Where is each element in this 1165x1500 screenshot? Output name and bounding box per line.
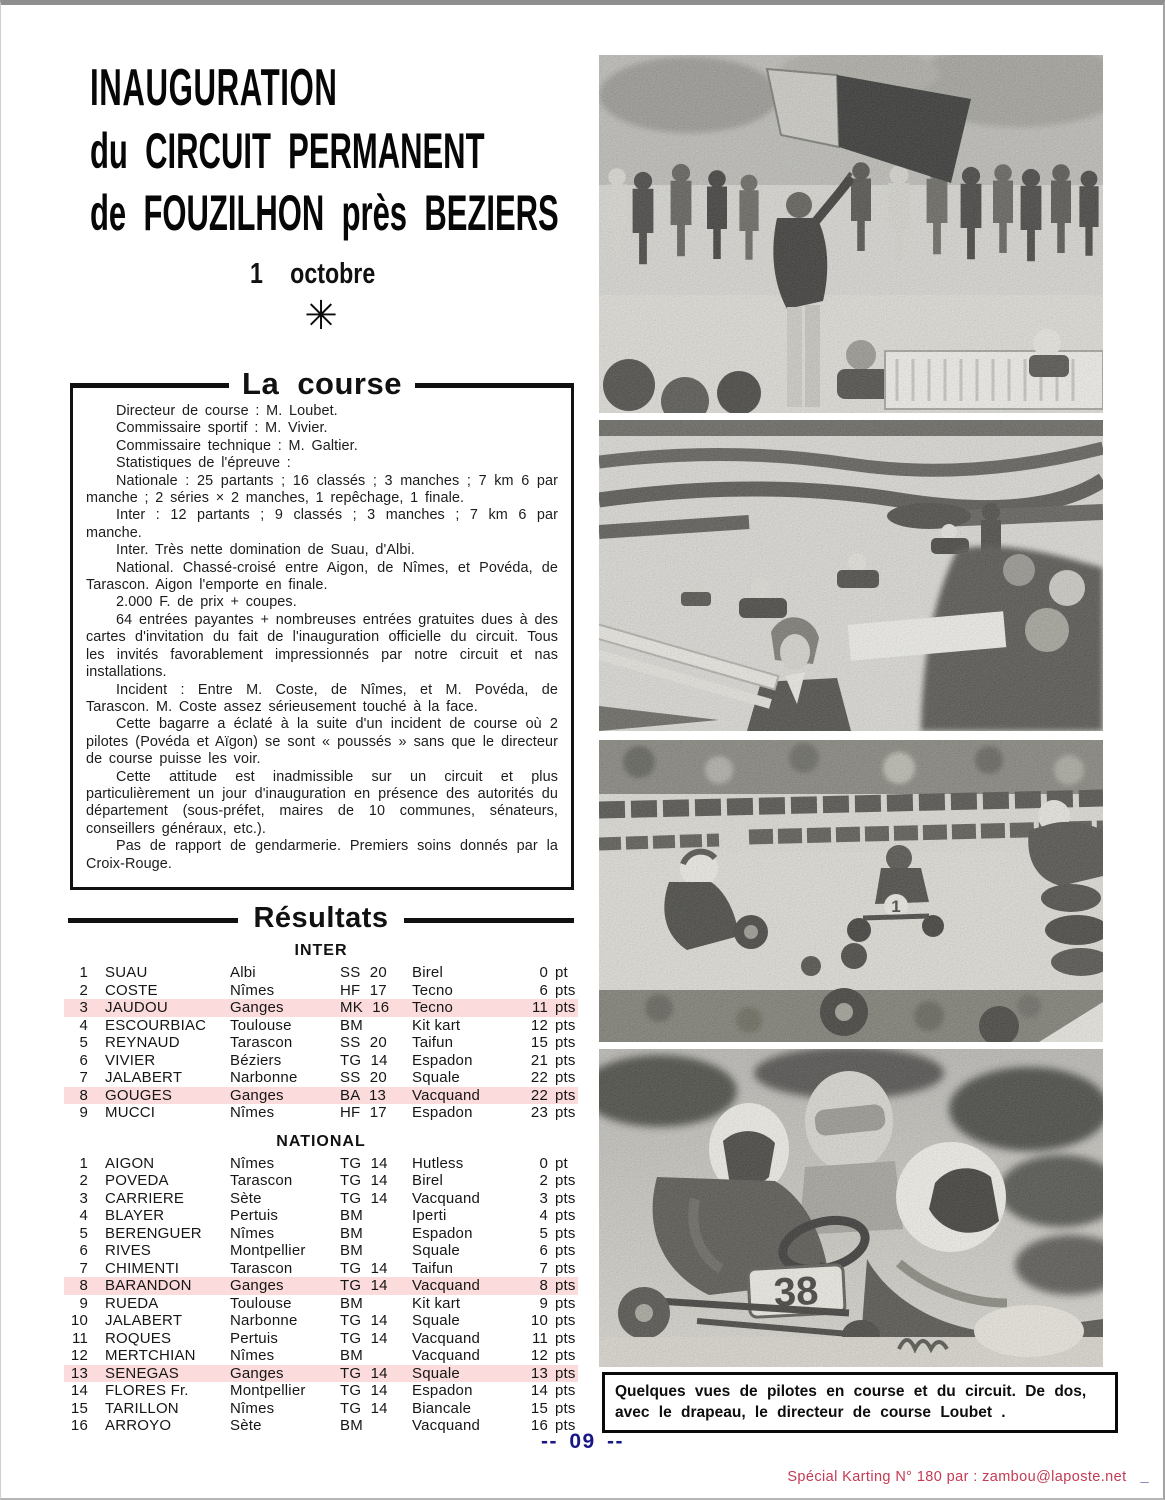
photo-drivers-closeup: [599, 1049, 1103, 1367]
cell-name: BARANDON: [105, 1277, 192, 1294]
cell-engine: TG 14: [340, 1329, 388, 1347]
cell-name: ESCOURBIAC: [105, 1016, 207, 1034]
section-rows: [64, 964, 578, 1122]
cell-unit: pts: [555, 1382, 576, 1399]
cell-engine: TG 14: [340, 1189, 388, 1207]
cell-name: COSTE: [105, 981, 158, 999]
cell-unit: pts: [555, 1399, 576, 1417]
cell-city: Albi: [230, 964, 256, 981]
result-row: [64, 1365, 578, 1383]
caption-line-1: Quelques vues de pilotes en course et du circuit. De dos,: [615, 1383, 1087, 1400]
course-paragraph: 2.000 F. de prix + coupes.: [116, 594, 297, 611]
course-paragraph: 64 entrées payantes + nombreuses entrées gratuites dues à des cartes d'invitation du fait de l'inauguration officielle du circuit. Tous les invités favorablement impressionnés par notre circuit et nas installations.: [86, 611, 558, 681]
cell-points: 11: [532, 999, 548, 1016]
cell-chassis: Squale: [412, 1312, 460, 1329]
cell-points: 0: [539, 1154, 548, 1172]
course-heading: La course: [242, 366, 402, 401]
cell-name: JAUDOU: [105, 999, 168, 1016]
cell-rank: 5: [79, 1224, 88, 1242]
result-row: [64, 1225, 578, 1243]
cell-unit: pts: [555, 1417, 576, 1434]
cell-city: Béziers: [230, 1051, 282, 1069]
course-paragraph: Inter. Très nette domination de Suau, d'Albi.: [116, 542, 415, 559]
cell-chassis: Squale: [412, 1069, 460, 1086]
cell-rank: 9: [79, 1294, 88, 1312]
course-paragraph: Inter : 12 partants ; 9 classés ; 3 manches ; 7 km 6 par manche.: [86, 507, 558, 541]
footer-cursor: _: [1140, 1469, 1149, 1485]
cell-engine: BA 13: [340, 1086, 387, 1104]
cell-city: Tarascon: [230, 1172, 293, 1189]
cell-unit: pts: [555, 1312, 576, 1329]
cell-city: Nîmes: [230, 1399, 275, 1417]
cell-city: Ganges: [230, 1364, 284, 1382]
results-block: [64, 903, 578, 1435]
page-title-line-1: INAUGURATION: [90, 59, 338, 117]
cell-engine: TG 14: [340, 1364, 388, 1382]
cell-engine: TG 14: [340, 1382, 388, 1399]
cell-rank: 14: [70, 1382, 88, 1399]
cell-city: Tarascon: [230, 1259, 293, 1277]
cell-engine: TG 14: [340, 1172, 388, 1189]
section-rows: [64, 1155, 578, 1435]
cell-unit: pts: [555, 1051, 576, 1069]
cell-chassis: Kit kart: [412, 1294, 461, 1312]
cell-name: MUCCI: [105, 1104, 156, 1121]
result-row: [64, 1190, 578, 1208]
cell-chassis: Vacquand: [412, 1277, 481, 1294]
cell-city: Sète: [230, 1189, 262, 1207]
cell-rank: 2: [79, 1172, 88, 1189]
cell-unit: pts: [555, 1069, 576, 1086]
cell-name: RIVES: [105, 1242, 152, 1259]
cell-unit: pts: [555, 1172, 576, 1189]
course-report-box: [70, 366, 574, 890]
cell-city: Montpellier: [230, 1242, 306, 1259]
cell-chassis: Espadon: [412, 1224, 473, 1242]
heading-rule-right: [404, 918, 574, 923]
photo-track-spectators: [599, 420, 1103, 731]
cell-engine: TG 14: [340, 1312, 388, 1329]
cell-engine: TG 14: [340, 1259, 388, 1277]
result-row: [64, 1242, 578, 1260]
cell-name: CARRIERE: [105, 1189, 185, 1207]
cell-engine: BM: [340, 1207, 363, 1224]
cell-engine: MK 16: [340, 999, 390, 1016]
cell-unit: pts: [555, 1364, 576, 1382]
cell-city: Toulouse: [230, 1294, 292, 1312]
cell-engine: TG 14: [340, 1154, 388, 1172]
course-paragraph: National. Chassé-croisé entre Aigon, de Nîmes, et Povéda, de Tarascon. Aigon l'emporte en finale.: [86, 559, 558, 594]
cell-unit: pts: [555, 1224, 576, 1242]
cell-name: SUAU: [105, 964, 148, 981]
cell-chassis: Taifun: [412, 1259, 454, 1277]
cell-engine: SS 20: [340, 964, 387, 981]
cell-name: MERTCHIAN: [105, 1347, 196, 1364]
cell-chassis: Iperti: [412, 1207, 447, 1224]
cell-chassis: Birel: [412, 964, 444, 981]
cell-chassis: Tecno: [412, 981, 454, 999]
cell-rank: 10: [70, 1312, 88, 1329]
cell-chassis: Vacquand: [412, 1417, 481, 1434]
cell-name: FLORES Fr.: [105, 1382, 189, 1399]
cell-rank: 16: [70, 1417, 88, 1434]
cell-city: Pertuis: [230, 1207, 279, 1224]
cell-chassis: Taifun: [412, 1034, 454, 1051]
course-paragraph: Statistiques de l'épreuve :: [116, 455, 291, 472]
heading-rule-left: [68, 918, 238, 923]
cell-chassis: Vacquand: [412, 1086, 481, 1104]
cell-unit: pts: [555, 999, 576, 1016]
result-row: [64, 1207, 578, 1225]
result-row: [64, 1017, 578, 1035]
cell-unit: pts: [555, 1347, 576, 1364]
result-row: [64, 1382, 578, 1400]
cell-points: 14: [530, 1382, 548, 1399]
cell-chassis: Birel: [412, 1172, 444, 1189]
course-paragraph: Cette attitude est inadmissible sur un circuit et plus particulièrement un jour d'inauguration en présence des autorités du département (sous-préfet, maires de 10 communes, sénateurs, conseillers généraux, etc.).: [86, 768, 558, 837]
results-heading-bar: [68, 903, 574, 934]
cell-unit: pts: [555, 1277, 576, 1294]
cell-unit: pts: [555, 981, 576, 999]
cell-city: Montpellier: [230, 1382, 306, 1399]
cell-chassis: Tecno: [412, 999, 454, 1016]
cell-rank: 12: [70, 1347, 88, 1364]
cell-chassis: Espadon: [412, 1104, 473, 1121]
course-heading-bar: [70, 368, 574, 400]
cell-name: VIVIER: [105, 1051, 156, 1069]
cell-unit: pt: [555, 964, 568, 981]
cell-city: Nîmes: [230, 1154, 275, 1172]
result-row: [64, 1087, 578, 1105]
cell-city: Ganges: [230, 1086, 284, 1104]
cell-rank: 1: [79, 964, 88, 981]
course-paragraph: Incident : Entre M. Coste, de Nîmes, et M. Povéda, de Tarascon. M. Coste assez sérieusement touché à la face.: [86, 681, 558, 715]
cell-engine: BM: [340, 1224, 363, 1242]
cell-name: REYNAUD: [105, 1034, 180, 1051]
cell-chassis: Hutless: [412, 1154, 464, 1172]
cell-engine: BM: [340, 1347, 363, 1364]
course-paragraph: Commissaire sportif : M. Vivier.: [116, 420, 328, 437]
cell-engine: BM: [340, 1242, 363, 1259]
cell-city: Nîmes: [230, 1224, 275, 1242]
cell-points: 6: [539, 981, 548, 999]
result-row: [64, 1260, 578, 1278]
cell-rank: 5: [79, 1034, 88, 1051]
cell-city: Narbonne: [230, 1312, 298, 1329]
cell-engine: BM: [340, 1417, 363, 1434]
cell-engine: TG 14: [340, 1399, 388, 1417]
cell-unit: pts: [555, 1104, 576, 1121]
cell-points: 21: [530, 1051, 548, 1069]
event-date: 1 octobre: [250, 258, 376, 290]
course-paragraphs: [73, 388, 571, 883]
cell-unit: pts: [555, 1329, 576, 1347]
cell-points: 22: [530, 1069, 548, 1086]
caption-line-2: avec le drapeau, le directeur de course Loubet .: [615, 1404, 1006, 1421]
result-row: [64, 1069, 578, 1087]
result-row: [64, 1400, 578, 1418]
cell-chassis: Espadon: [412, 1382, 473, 1399]
cell-chassis: Squale: [412, 1364, 460, 1382]
cell-city: Nîmes: [230, 1347, 275, 1364]
results-section: [64, 942, 578, 1122]
cell-rank: 15: [70, 1399, 88, 1417]
result-row: [64, 1155, 578, 1173]
result-row: [64, 1172, 578, 1190]
photo-karts-tyre-walls: [599, 740, 1103, 1042]
cell-points: 7: [539, 1259, 548, 1277]
cell-rank: 8: [79, 1086, 88, 1104]
cell-unit: pts: [555, 1034, 576, 1051]
course-paragraph: Pas de rapport de gendarmerie. Premiers soins donnés par la Croix-Rouge.: [86, 838, 558, 872]
page-title-line-3: de FOUZILHON près BEZIERS: [90, 185, 559, 241]
result-row: [64, 1052, 578, 1070]
cell-rank: 4: [79, 1207, 88, 1224]
cell-unit: pts: [555, 1189, 576, 1207]
cell-engine: HF 17: [340, 981, 387, 999]
cell-engine: SS 20: [340, 1034, 387, 1051]
results-section: [64, 1133, 578, 1435]
cell-city: Ganges: [230, 999, 284, 1016]
cell-rank: 1: [79, 1154, 88, 1172]
cell-points: 9: [539, 1294, 548, 1312]
cell-points: 0: [539, 964, 548, 981]
cell-points: 2: [539, 1172, 548, 1189]
cell-points: 15: [530, 1399, 548, 1417]
photo-flag-marshal: [599, 55, 1103, 413]
result-row: [64, 1347, 578, 1365]
cell-rank: 11: [72, 1329, 88, 1347]
section-title: INTER: [294, 942, 348, 959]
cell-points: 5: [539, 1224, 548, 1242]
result-row: [64, 982, 578, 1000]
result-row: [64, 1034, 578, 1052]
cell-points: 6: [539, 1242, 548, 1259]
cell-name: BERENGUER: [105, 1224, 202, 1242]
cell-points: 3: [539, 1189, 548, 1207]
cell-city: Narbonne: [230, 1069, 298, 1086]
cell-chassis: Vacquand: [412, 1329, 481, 1347]
cell-chassis: Biancale: [412, 1399, 472, 1417]
star-ornament-icon: ✳: [304, 294, 338, 338]
cell-city: Nîmes: [230, 1104, 275, 1121]
photo-caption-box: [602, 1372, 1118, 1433]
cell-engine: HF 17: [340, 1104, 387, 1121]
cell-rank: 2: [79, 981, 88, 999]
cell-engine: TG 14: [340, 1277, 388, 1294]
cell-name: ARROYO: [105, 1417, 172, 1434]
cell-rank: 4: [79, 1016, 88, 1034]
cell-name: AIGON: [105, 1154, 155, 1172]
results-heading: Résultats: [253, 902, 389, 934]
cell-points: 13: [530, 1364, 548, 1382]
cell-points: 12: [530, 1016, 548, 1034]
cell-rank: 3: [79, 1189, 88, 1207]
cell-rank: 6: [79, 1051, 88, 1069]
cell-chassis: Kit kart: [412, 1016, 461, 1034]
result-row: [64, 1277, 578, 1295]
cell-rank: 3: [79, 999, 88, 1016]
cell-rank: 8: [79, 1277, 88, 1294]
course-paragraph: Directeur de course : M. Loubet.: [116, 403, 338, 419]
page-number: -- 09 --: [541, 1430, 624, 1453]
cell-name: ROQUES: [105, 1329, 172, 1347]
cell-unit: pts: [555, 1259, 576, 1277]
result-row: [64, 1295, 578, 1313]
cell-name: JALABERT: [105, 1069, 183, 1086]
cell-city: Tarascon: [230, 1034, 293, 1051]
cell-unit: pts: [555, 1016, 576, 1034]
footer-credit: [787, 1469, 1149, 1485]
cell-name: SENEGAS: [105, 1364, 179, 1382]
course-paragraph: Commissaire technique : M. Galtier.: [116, 437, 358, 454]
cell-name: BLAYER: [105, 1207, 165, 1224]
cell-name: TARILLON: [105, 1399, 179, 1417]
cell-points: 23: [530, 1104, 548, 1121]
cell-name: GOUGES: [105, 1086, 173, 1104]
footer-text: Spécial Karting N° 180 par : zambou@laposte.net: [787, 1469, 1127, 1485]
cell-name: CHIMENTI: [105, 1259, 180, 1277]
course-paragraph: Cette bagarre a éclaté à la suite d'un incident de course où 2 pilotes (Povéda et Aïgon) se sont « poussés » sans que le directeur de course puisse les voir.: [86, 716, 558, 768]
cell-name: POVEDA: [105, 1172, 169, 1189]
cell-engine: BM: [340, 1016, 363, 1034]
result-row: [64, 1330, 578, 1348]
cell-name: JALABERT: [105, 1312, 183, 1329]
cell-city: Nîmes: [230, 981, 275, 999]
result-row: [64, 964, 578, 982]
cell-engine: BM: [340, 1294, 363, 1312]
cell-points: 11: [532, 1329, 548, 1347]
cell-unit: pts: [555, 1294, 576, 1312]
cell-points: 12: [530, 1347, 548, 1364]
result-row: [64, 999, 578, 1017]
result-row: [64, 1104, 578, 1122]
cell-unit: pt: [555, 1154, 568, 1172]
cell-points: 8: [539, 1277, 548, 1294]
cell-points: 16: [530, 1417, 548, 1434]
cell-engine: TG 14: [340, 1051, 388, 1069]
cell-points: 22: [530, 1086, 548, 1104]
cell-unit: pts: [555, 1207, 576, 1224]
cell-chassis: Espadon: [412, 1051, 473, 1069]
section-title: NATIONAL: [276, 1132, 366, 1150]
cell-chassis: Vacquand: [412, 1347, 481, 1364]
cell-points: 10: [530, 1312, 548, 1329]
cell-rank: 7: [79, 1069, 88, 1086]
cell-city: Ganges: [230, 1277, 284, 1294]
cell-chassis: Vacquand: [412, 1189, 481, 1207]
heading-rule-right: [415, 383, 574, 388]
course-paragraph: Nationale : 25 partants ; 16 classés ; 3 manches ; 7 km 6 par manche ; 2 séries × 2 manches, 1 repêchage, 1 finale.: [86, 472, 558, 507]
cell-rank: 9: [79, 1104, 88, 1121]
cell-name: RUEDA: [105, 1294, 159, 1312]
cell-city: Sète: [230, 1417, 262, 1434]
cell-unit: pts: [555, 1242, 576, 1259]
cell-city: Pertuis: [230, 1329, 279, 1347]
page-title-line-2: du CIRCUIT PERMANENT: [90, 123, 485, 179]
cell-points: 4: [539, 1207, 548, 1224]
cell-city: Toulouse: [230, 1016, 292, 1034]
cell-rank: 7: [79, 1259, 88, 1277]
cell-points: 15: [530, 1034, 548, 1051]
cell-chassis: Squale: [412, 1242, 460, 1259]
cell-rank: 13: [70, 1364, 88, 1382]
heading-rule-left: [70, 383, 229, 388]
cell-rank: 6: [79, 1242, 88, 1259]
cell-engine: SS 20: [340, 1069, 387, 1086]
cell-unit: pts: [555, 1086, 576, 1104]
result-row: [64, 1312, 578, 1330]
